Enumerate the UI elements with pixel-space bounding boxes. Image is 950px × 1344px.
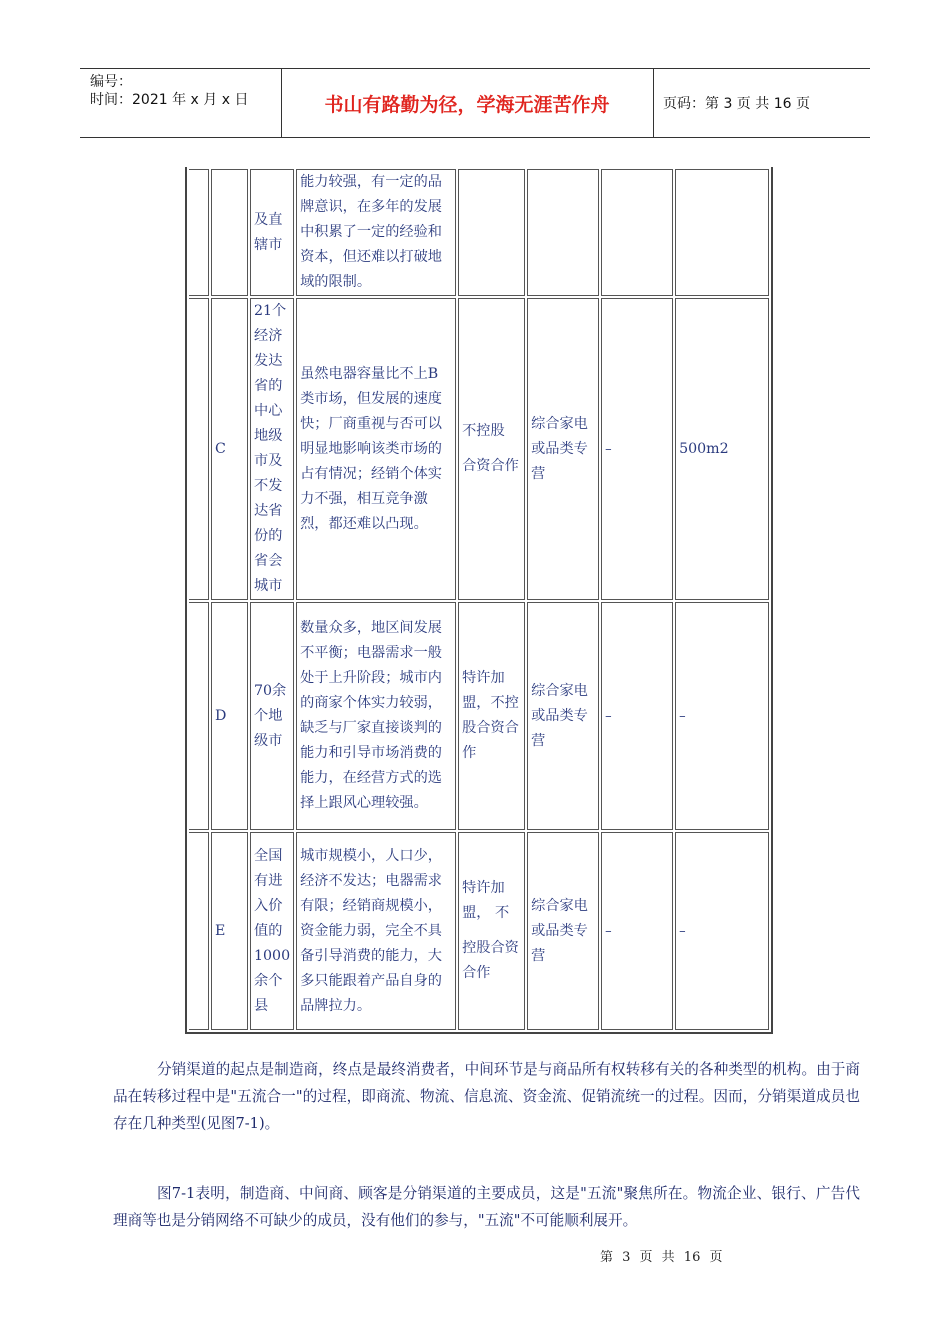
description-cell: 数量众多，地区间发展不平衡；电器需求一般处于上升阶段；城市内的商家个体实力较弱，缺乏与厂家直接谈判的能力和引导市场消费的能力，在经营方式的选择上跟风心理较强。	[296, 602, 456, 830]
area-size-cell: 500m2	[675, 298, 769, 600]
table-cell	[189, 832, 209, 1030]
table-row-e	[189, 832, 769, 1030]
table-cell	[189, 298, 209, 600]
area-size-cell: –	[675, 832, 769, 1030]
area-cell: 21个经济发达省的中心地级市及不发达省份的省会城市	[250, 298, 294, 600]
level-cell: C	[211, 298, 248, 600]
description-cell: 城市规模小，人口少，经济不发达；电器需求有限；经销商规模小，资金能力弱，完全不具备引导消费的能力，大多只能跟着产品自身的品牌拉力。	[296, 832, 456, 1030]
level-cell: E	[211, 832, 248, 1030]
header-divider	[653, 69, 654, 137]
table-cell: –	[601, 298, 673, 600]
mode-line: 控股合资合作	[462, 940, 519, 981]
table-cell	[189, 169, 209, 296]
level-cell	[211, 169, 248, 296]
table-cell	[601, 169, 673, 296]
header-meta	[90, 73, 280, 109]
table-row-b	[189, 169, 769, 296]
mode-line: 不控股	[462, 423, 505, 439]
page-header	[80, 68, 870, 138]
spacer	[462, 926, 521, 936]
mode-cell	[458, 298, 525, 600]
description-cell: 虽然电器容量比不上B类市场，但发展的速度快；厂商重视与否可以明显地影响该类市场的占有情况；经销个体实力不强，相互竞争激烈，都还难以凸现。	[296, 298, 456, 600]
store-type-cell: 综合家电 或品类专营	[527, 832, 599, 1030]
mode-cell	[458, 169, 525, 296]
table-cell: –	[601, 602, 673, 830]
page-number: 第 3 页 共 16 页	[600, 1250, 723, 1265]
mode-cell	[458, 832, 525, 1030]
area-cell: 70余个地级市	[250, 602, 294, 830]
document-number-label: 编号：	[90, 74, 132, 90]
table-cell	[189, 602, 209, 830]
area-cell: 全国有进入价值的1000余个县	[250, 832, 294, 1030]
area-cell: 及直辖市	[250, 169, 294, 296]
table-row-c	[189, 298, 769, 600]
store-type-cell: 综合家电 或品类专营	[527, 298, 599, 600]
mode-line: 特许加盟， 不	[462, 880, 510, 921]
market-tier-table	[185, 167, 773, 1034]
store-type-cell	[527, 169, 599, 296]
body-paragraph: 图7-1表明，制造商、中间商、顾客是分销渠道的主要成员，这是"五流"聚焦所在。物流企业、银行、广告代理商等也是分销网络不可缺少的成员，没有他们的参与，"五流"不可能顺利展开。	[113, 1185, 860, 1229]
spacer	[462, 444, 521, 454]
body-paragraph: 分销渠道的起点是制造商，终点是最终消费者，中间环节是与商品所有权转移有关的各种类型的机构。由于商品在转移过程中是"五流合一"的过程，即商流、物流、信息流、资金流、促销流统一的过程。因而，分销渠道成员也存在几种类型(见图7-1)。	[113, 1061, 860, 1132]
mode-line: 合资合作	[462, 458, 519, 474]
header-page-indicator: 页码：第 3 页 共 16 页	[663, 96, 810, 112]
level-cell: D	[211, 602, 248, 830]
mode-cell: 特许加盟，不控股合资合作	[458, 602, 525, 830]
document-date: 时间：2021 年 x 月 x 日	[90, 92, 249, 108]
store-type-cell: 综合家电 或品类专营	[527, 602, 599, 830]
area-size-cell	[675, 169, 769, 296]
description-cell: 能力较强，有一定的品牌意识，在多年的发展中积累了一定的经验和资本，但还难以打破地域的限制。	[296, 169, 456, 296]
table-cell: –	[601, 832, 673, 1030]
header-motto: 书山有路勤为径，学海无涯苦作舟	[324, 93, 610, 116]
area-size-cell: –	[675, 602, 769, 830]
table-row-d	[189, 602, 769, 830]
